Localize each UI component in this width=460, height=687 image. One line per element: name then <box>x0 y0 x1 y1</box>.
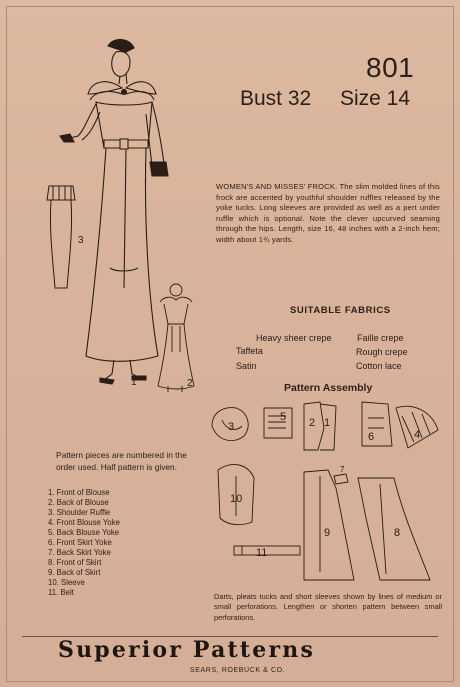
svg-text:9: 9 <box>324 527 331 539</box>
bust-size: Bust 32 <box>240 87 312 110</box>
frock-description: WOMEN'S AND MISSES' FROCK. The slim molded lines of this frock are accented by youthful shoulder ruffles released by the yoke tucks. Long sleeves are provided as well as a pert under ruffle which is optional. Note the clever upcurved seaming through the hips. Length, size 16, 48 inches with a 2-inch hem; width about 1¾ yards. <box>216 182 440 244</box>
pattern-pieces-list <box>48 488 120 598</box>
list-item: 8. Front of Skirt <box>48 558 102 567</box>
perforation-note: Darts, pleats tucks and short sleeves shown by lines of medium or small perforations. Lengthen or shorten pattern between small perforations. <box>214 592 442 622</box>
fabric-item: Heavy sheer crepe <box>256 333 332 343</box>
svg-text:11: 11 <box>256 547 268 559</box>
view-number-3: 3 <box>78 235 84 246</box>
company-name: SEARS, ROEBUCK & CO. <box>190 667 286 674</box>
list-item: 2. Back of Blouse <box>48 498 109 507</box>
brand-name: Superior Patterns <box>58 637 316 663</box>
pattern-number: 801 <box>366 52 415 83</box>
svg-text:8: 8 <box>394 527 401 539</box>
list-item: 3. Shoulder Ruffle <box>48 508 111 517</box>
svg-text:10: 10 <box>230 493 243 505</box>
svg-text:5: 5 <box>280 411 287 423</box>
svg-text:2: 2 <box>309 417 316 429</box>
fabric-item: Faille crepe <box>357 333 404 343</box>
fabric-item: Taffeta <box>236 346 263 356</box>
svg-text:4: 4 <box>414 429 421 441</box>
list-item: 11. Belt <box>48 588 74 597</box>
svg-text:6: 6 <box>368 431 375 443</box>
view-number-2: 2 <box>187 378 193 389</box>
pattern-assembly-diagram <box>208 398 448 586</box>
fabric-item: Rough crepe <box>356 347 408 357</box>
sleeve-view-illustration <box>45 182 77 292</box>
dress-size: Size 14 <box>340 87 411 110</box>
list-item: 10. Sleeve <box>48 578 85 587</box>
suitable-fabrics-heading: SUITABLE FABRICS <box>290 305 391 316</box>
list-item: 9. Back of Skirt <box>48 568 101 577</box>
list-item: 4. Front Blouse Yoke <box>48 518 120 527</box>
fabric-item: Cotton lace <box>356 361 402 371</box>
svg-text:3: 3 <box>228 421 235 433</box>
pattern-assembly-heading: Pattern Assembly <box>284 382 373 394</box>
list-item: 5. Back Blouse Yoke <box>48 528 120 537</box>
svg-text:1: 1 <box>324 417 331 429</box>
svg-text:7: 7 <box>340 465 345 474</box>
view-number-1: 1 <box>131 377 137 388</box>
pattern-pieces-intro: Pattern pieces are numbered in the order used. Half pattern is given. <box>56 450 187 472</box>
fabric-item: Satin <box>236 361 257 371</box>
list-item: 6. Front Skirt Yoke <box>48 538 112 547</box>
list-item: 1. Front of Blouse <box>48 488 110 497</box>
list-item: 7. Back Skirt Yoke <box>48 548 111 557</box>
frock-illustration-back <box>150 282 202 394</box>
